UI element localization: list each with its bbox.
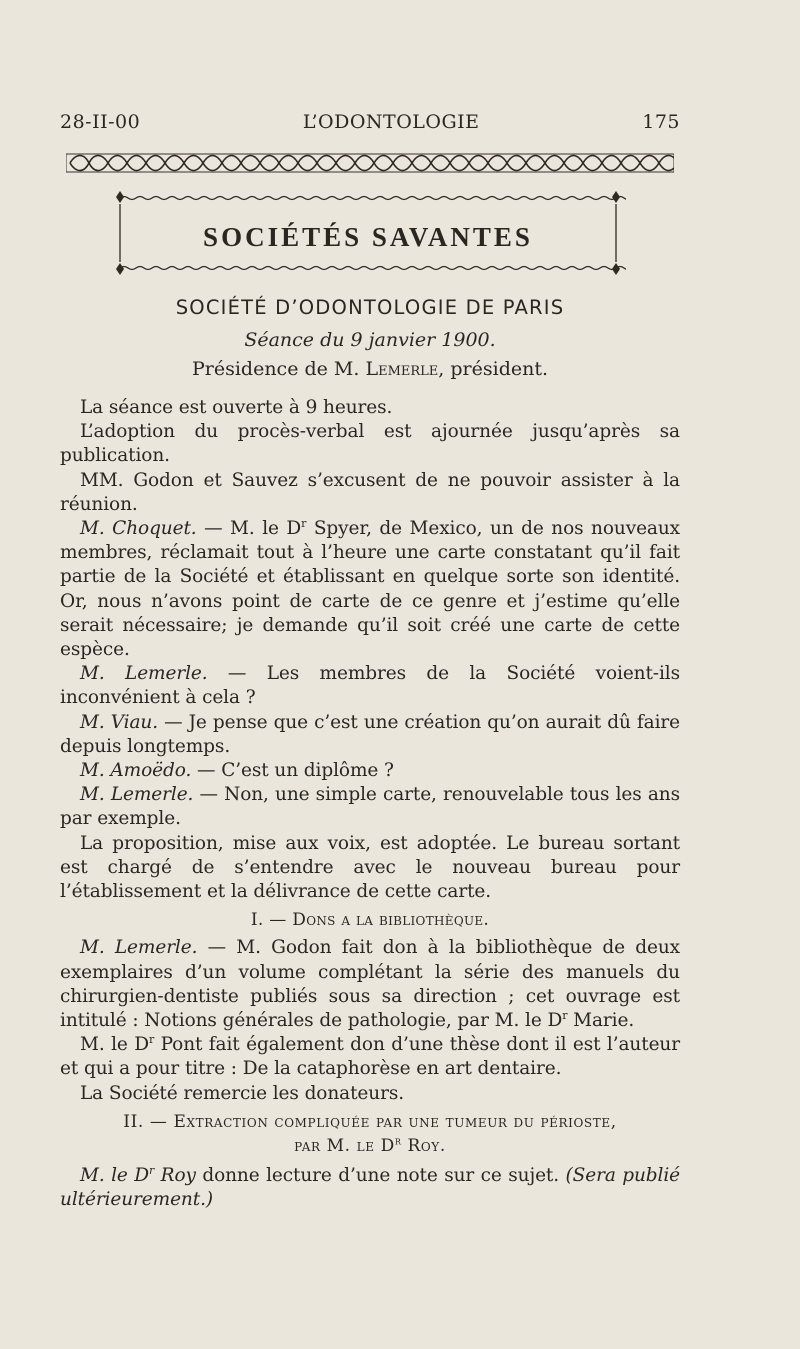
minutes-body <box>60 396 680 1212</box>
speaker: M. Amoëdo. <box>80 760 192 782</box>
section-heading-line: II. — Extraction compliquée par une tumeur du périoste, <box>123 1111 617 1132</box>
issue-date: 28-II-00 <box>60 111 141 133</box>
paragraph: La Société remercie les donateurs. <box>80 1082 405 1104</box>
presidence-suffix: , président. <box>438 358 549 380</box>
section-heading-extraction <box>60 1110 680 1158</box>
paragraph: L’adoption du procès-verbal est ajournée jusqu’après sa publication. <box>60 421 680 467</box>
speaker: M. Lemerle. <box>80 937 198 959</box>
section-heading-line: Roy. <box>401 1135 446 1156</box>
president-name: Lemerle <box>365 358 439 380</box>
paragraph <box>60 936 680 1033</box>
paragraph <box>60 711 680 759</box>
paragraph <box>60 1164 680 1212</box>
paragraph: La séance est ouverte à 9 heures. <box>80 397 393 418</box>
speaker: M. Lemerle. <box>80 663 208 685</box>
presidence-prefix: Présidence de M. <box>191 358 366 380</box>
paragraph-text: Marie. <box>567 1010 635 1032</box>
paragraph-italic: (Sera publié ultérieurement.) <box>60 1164 681 1211</box>
page-number: 175 <box>642 111 680 133</box>
paragraph: MM. Godon et Sauvez s’excusent de ne pouvoir assister à la réunion. <box>60 469 680 515</box>
paragraph-text: — Les membres de la Société voient-ils inconvénient à cela ? <box>60 663 680 709</box>
superscript: r <box>562 1008 568 1022</box>
paragraph: La proposition, mise aux voix, est adoptée. Le bureau sortant est chargé de s’entendre avec le nouveau bureau pour l’établissement et la délivrance de cette carte. <box>60 832 680 903</box>
superscript: r <box>394 1134 402 1148</box>
paragraph-text: — Je pense que c’est une création qu’on aurait dû faire depuis longtemps. <box>60 711 680 757</box>
paragraph-text: — M. le D <box>196 518 302 540</box>
paragraph <box>60 662 680 710</box>
seance-date: Séance du 9 janvier 1900. <box>244 329 496 351</box>
society-heading: SOCIÉTÉ D’ODONTOLOGIE DE PARIS <box>175 296 565 319</box>
ornament-band <box>66 152 674 174</box>
superscript: r <box>301 516 307 530</box>
paragraph-text: — M. Godon fait don à la bibliothèque de deux exemplaires d’un volume complétant la série des manuels du chirurgien-dentiste publiés sous sa direction ; cet ouvrage est intitulé : Notions générales de pathologie, par M. le D <box>60 937 680 1032</box>
speaker: M. Lemerle. <box>80 784 194 806</box>
speaker: M. Choquet. <box>80 518 197 540</box>
paragraph-text: donne lecture d’une note sur ce sujet. <box>195 1164 566 1186</box>
paragraph-text: — Non, une simple carte, renouvelable tous les ans par exemple. <box>60 784 680 830</box>
paragraph-text: Pont fait également don d’une thèse dont il est l’auteur et qui a pour titre : De la cataphorèse en art dentaire. <box>60 1034 680 1080</box>
section-title: SOCIÉTÉS SAVANTES <box>203 222 533 252</box>
paragraph-text: M. le D <box>80 1034 149 1056</box>
superscript: r <box>148 1033 155 1047</box>
running-head <box>60 111 680 133</box>
journal-name: L’ODONTOLOGIE <box>302 111 480 133</box>
speaker: M. Viau. <box>80 711 158 733</box>
speaker: Roy <box>154 1164 196 1186</box>
paragraph <box>60 1033 680 1081</box>
paragraph <box>60 783 680 831</box>
paragraph <box>60 517 680 662</box>
superscript: r <box>148 1163 155 1177</box>
section-heading-line: par M. le D <box>294 1135 395 1156</box>
paragraph <box>60 759 680 783</box>
speaker: M. le D <box>80 1164 149 1186</box>
presidence-line <box>60 358 680 380</box>
paragraph-text: — C’est un diplôme ? <box>191 760 394 782</box>
paragraph-text: Spyer, de Mexico, un de nos nouveaux membres, réclamait tout à l’heure une carte constatant qu’il fait partie de la Société et établissant en quelque sorte son identité. Or, nous n’avons point de carte de ce genre et j’estime qu’elle serait nécessaire; je demande qu’il soit créé une carte de cette espèce. <box>60 518 680 661</box>
section-heading-dons: I. — Dons a la bibliothèque. <box>250 910 490 931</box>
